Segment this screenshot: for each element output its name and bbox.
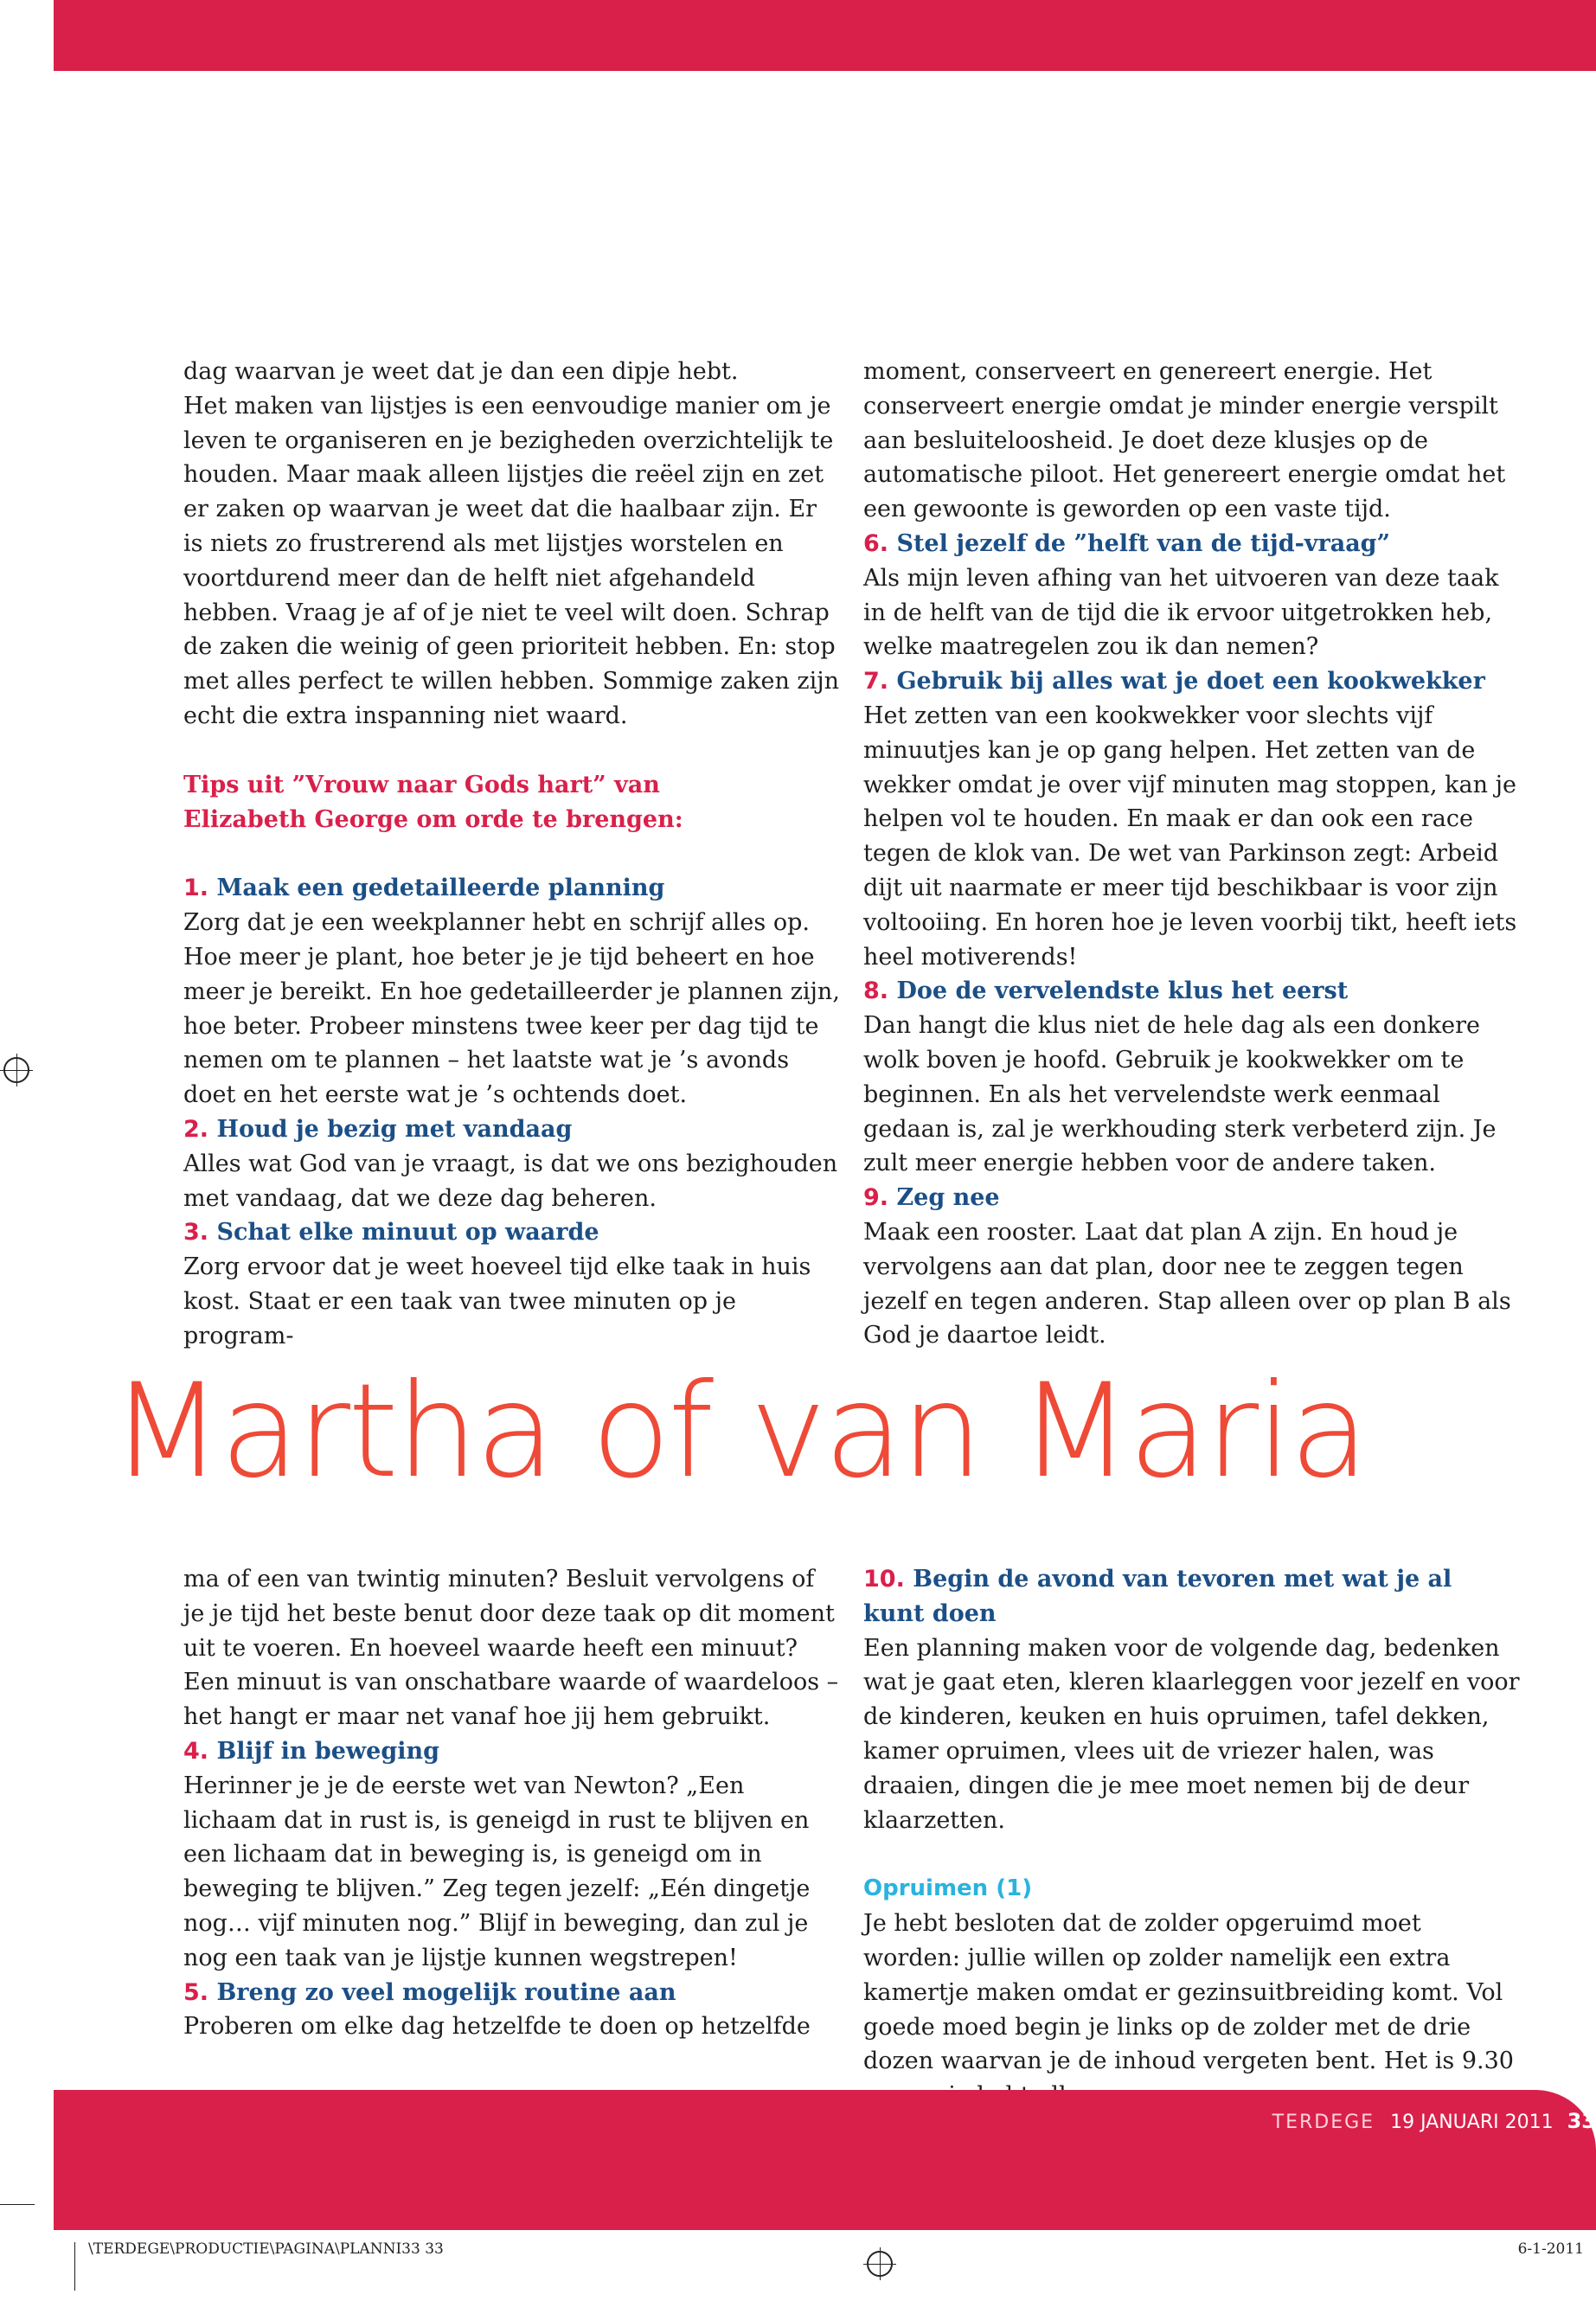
tip-heading-6 (863, 527, 1521, 561)
tips-intro: Tips uit ”Vrouw naar Gods hart” van Elizabeth George om orde te brengen: (183, 771, 683, 833)
registration-mark-icon (867, 2251, 893, 2277)
tip-title: Gebruik bij alles wat je doet een kookwekker (896, 668, 1485, 695)
magazine-name: TERDEGE (1272, 2112, 1375, 2133)
tip-title: Stel jezelf de ”helft van de tijd-vraag” (896, 529, 1391, 557)
tip-text: Zorg dat je een weekplanner hebt en schrijf alles op. Hoe meer je plant, hoe beter je je tijd beheert en hoe meer je bereikt. En hoe gedetailleerder je plannen zijn, hoe beter. Probeer minstens twee keer per dag tijd te nemen om te plannen – het laatste wat je ’s avonds doet en het eerste wat je ’s ochtends doet. (183, 909, 840, 1109)
tip-title: Blijf in beweging (216, 1737, 439, 1765)
tip-heading-8 (863, 974, 1521, 1009)
tip-number: 6. (863, 529, 889, 557)
page-footer (1272, 2109, 1596, 2133)
crop-mark (0, 2204, 35, 2205)
section-subheading: Opruimen (1) (863, 1875, 1033, 1902)
tip-title: Maak een gedetailleerde planning (216, 875, 665, 902)
page-number: 33 (1567, 2109, 1596, 2133)
paragraph: moment, conserveert en genereert energie. Het conserveert energie omdat je minder energie verspilt aan besluiteloosheid. Je doet deze klusjes op de automatische piloot. Het genereert energie omdat het een gewoonte is geworden op een vaste tijd. (863, 358, 1506, 523)
tip-title: Houd je bezig met vandaag (216, 1115, 573, 1143)
tip-number: 5. (183, 1978, 209, 2006)
tip-number: 2. (183, 1115, 209, 1143)
tip-heading-4 (183, 1734, 841, 1769)
tip-number: 10. (863, 1566, 905, 1593)
paragraph: ma of een van twintig minuten? Besluit vervolgens of je je tijd het beste benut door deze taak op dit moment uit te voeren. En hoeveel waarde heeft een minuut? Een minuut is van onschatbare waarde of waardeloos – het hangt er maar net vanaf hoe jij hem gebruikt. (183, 1566, 839, 1731)
tip-title: Doe de vervelendste klus het eerst (896, 977, 1349, 1005)
tip-title: Begin de avond van tevoren met wat je al kunt doen (863, 1566, 1452, 1627)
tip-heading-2 (183, 1112, 841, 1147)
tip-text: Zorg ervoor dat je weet hoeveel tijd elke taak in huis kost. Staat er een taak van twee minuten op je program- (183, 1253, 811, 1349)
issue-date: 19 JANUARI 2011 (1390, 2112, 1554, 2133)
tip-text: Dan hangt die klus niet de hele dag als een donkere wolk boven je hoofd. Gebruik je kookwekker om te beginnen. En als het vervelendste werk eenmaal gedaan is, zal je werkhouding sterk verbeterd zijn. Je zult meer energie hebben voor de andere taken. (863, 1012, 1497, 1177)
tip-heading-7 (863, 664, 1521, 699)
tip-heading-3 (183, 1215, 841, 1250)
tip-text: Alles wat God van je vraagt, is dat we ons bezighouden met vandaag, dat we deze dag beheren. (183, 1150, 838, 1212)
top-color-band (54, 0, 1596, 71)
registration-mark-icon (3, 1057, 29, 1083)
tip-heading-10 (863, 1562, 1521, 1631)
paragraph: Het maken van lijstjes is een eenvoudige manier om je leven te organiseren en je bezigheden overzichtelijk te houden. Maar maak alleen lijstjes die reëel zijn en zet er zaken op waarvan je weet dat die haalbaar zijn. Er is niets zo frustrerend als met lijstjes worstelen en voortdurend meer dan de helft niet afgehandeld hebben. Vraag je af of je niet te veel wilt doen. Schrap de zaken die weinig of geen prioriteit hebben. En: stop met alles perfect te willen hebben. Sommige zaken zijn echt die extra inspanning niet waard. (183, 392, 840, 729)
tip-text: Een planning maken voor de volgende dag, bedenken wat je gaat eten, kleren klaarleggen voor jezelf en voor de kinderen, keuken en huis opruimen, tafel dekken, kamer opruimen, vlees uit de vriezer halen, was draaien, dingen die je mee moet nemen bij de deur klaarzetten. (863, 1634, 1520, 1834)
paragraph: Je hebt besloten dat de zolder opgeruimd moet worden: jullie willen op zolder namelijk een extra kamertje maken omdat er gezinsuitbreiding komt. Vol goede moed begin je links op de zolder met de drie dozen waarvan je de inhoud vergeten bent. Het is 9.30 (863, 1910, 1514, 2075)
tip-text: Het zetten van een kookwekker voor slechts vijf minuutjes kan je op gang helpen. Het zetten van de wekker omdat je over vijf minuten mag stoppen, kan je helpen vol te houden. En maak er dan ook een race tegen de klok van. De wet van Parkinson zegt: Arbeid dijt uit naarmate er meer tijd beschikbaar is voor zijn voltooiing. En horen hoe je leven voorbij tikt, heeft iets heel motiverends! (863, 702, 1517, 971)
lower-right-column (863, 1562, 1521, 2113)
tip-heading-9 (863, 1181, 1521, 1215)
upper-left-column (183, 355, 841, 1354)
upper-right-column (863, 355, 1521, 1353)
print-slug-date: 6-1-2011 (1517, 2240, 1584, 2258)
tip-number: 1. (183, 875, 209, 902)
tip-text: Proberen om elke dag hetzelfde te doen op hetzelfde (183, 2013, 811, 2041)
tip-text: Maak een rooster. Laat dat plan A zijn. En houd je vervolgens aan dat plan, door nee te zeggen tegen jezelf en tegen anderen. Stap alleen over op plan B als God je daartoe leidt. (863, 1218, 1511, 1349)
article-headline: Martha of van Maria (111, 1356, 1367, 1507)
tip-title: Breng zo veel mogelijk routine aan (216, 1978, 676, 2006)
tip-number: 8. (863, 977, 889, 1005)
tip-title: Schat elke minuut op waarde (216, 1219, 599, 1247)
paragraph: dag waarvan je weet dat je dan een dipje hebt. (183, 358, 739, 385)
tip-heading-5 (183, 1976, 841, 2010)
crop-mark (74, 2242, 75, 2291)
tip-number: 3. (183, 1219, 209, 1247)
tip-text: Herinner je je de eerste wet van Newton? „Een lichaam dat in rust is, is geneigd in rust te blijven en een lichaam dat in beweging is, is geneigd om in beweging te blijven.” Zeg tegen jezelf: „Eén dingetje nog… vijf minuten nog.” Blijf in beweging, dan zul je nog een taak van je lijstje kunnen wegstrepen! (183, 1772, 811, 1971)
tip-number: 9. (863, 1184, 889, 1212)
lower-left-column (183, 1562, 841, 2044)
print-slug-path: \TERDEGE\PRODUCTIE\PAGINA\PLANNI33 33 (88, 2240, 444, 2258)
tip-title: Zeg nee (896, 1184, 1000, 1212)
tip-number: 7. (863, 668, 889, 695)
tip-number: 4. (183, 1737, 209, 1765)
tip-heading-1 (183, 871, 841, 906)
tip-text: Als mijn leven afhing van het uitvoeren van deze taak in de helft van de tijd die ik ervoor uitgetrokken heb, welke maatregelen zou ik dan nemen? (863, 564, 1499, 661)
